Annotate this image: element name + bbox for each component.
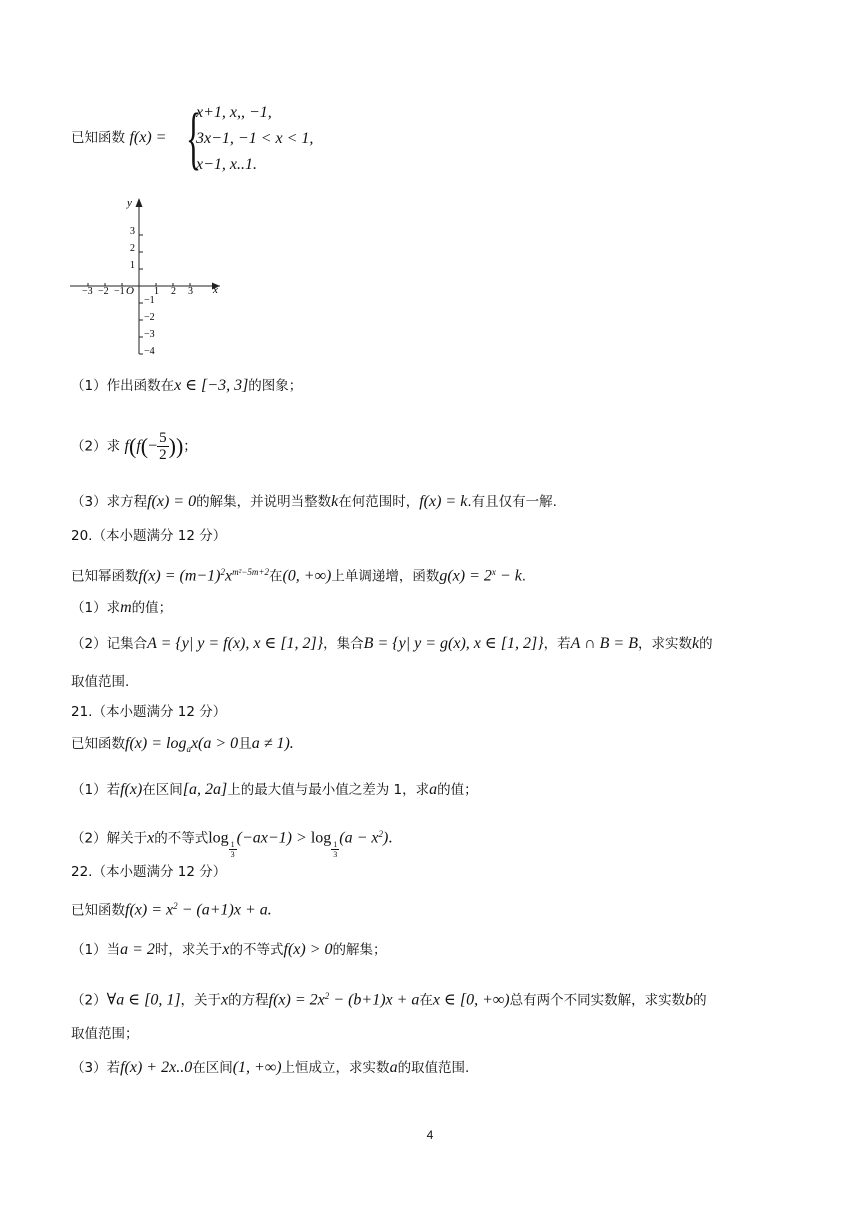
q20-part-1: （1）求m的值； (71, 599, 173, 616)
q22-part-2-cont: 取值范围； (71, 1026, 139, 1042)
x-tick-label: 2 (171, 286, 176, 297)
x-tick-label: −2 (98, 286, 109, 297)
y-tick-label: −2 (144, 312, 155, 323)
y-tick-label: −1 (144, 295, 155, 306)
origin-label: O (126, 285, 134, 297)
q19-intro: 已知函数 f(x) = (71, 129, 167, 146)
y-tick-label: 2 (130, 243, 135, 254)
case-3: x−1, x..1. (196, 156, 257, 173)
fraction: $\frac{5}{2}$ (159, 430, 167, 463)
x-tick-label: 3 (188, 286, 193, 297)
y-tick-label: −3 (144, 329, 155, 340)
x-axis-label: x (213, 284, 218, 296)
q20-statement: 已知幂函数$f(x) = (m-1)^2x^{m^2-5m+2}$在(0, +∞)上单调递增，函数$g(x) = 2^x - k$. (71, 567, 527, 585)
q22-part-1: （1）当a = 2时，求关于x的不等式f(x) > 0的解集； (71, 941, 387, 958)
page-number: 4 (426, 1128, 434, 1142)
q22-part-3: （3）若f(x) + 2x..0在区间(1, +∞)上恒成立，求实数a的取值范围. (71, 1059, 470, 1076)
piecewise-brace: { (186, 100, 202, 177)
q22-header: 22.（本小题满分 12 分） (71, 864, 227, 880)
q22-statement: 已知函数$f(x) = x^2 - (a+1)x + a$. (71, 901, 272, 919)
q21-header: 21.（本小题满分 12 分） (71, 704, 227, 720)
y-tick-label: 1 (130, 260, 135, 271)
q21-part-2: （2）解关于x的不等式log $\frac{1}{3}$ (−ax−1) > log $\frac{1}{3}$ $(a - x^2)$. (71, 829, 393, 859)
q20-header: 20.（本小题满分 12 分） (71, 528, 227, 544)
q19-part-3: （3）求方程f(x) = 0的解集，并说明当整数k在何范围时，f(x) = k.有且仅有一解. (71, 493, 557, 510)
log-base: $\frac{1}{3}$ (333, 839, 338, 859)
x-tick-label: 1 (154, 286, 159, 297)
q20-part-2-cont: 取值范围. (71, 674, 130, 690)
y-axis-label: y (127, 197, 132, 209)
x-tick-label: −3 (82, 286, 93, 297)
q22-part-2: （2）∀a ∈ [0, 1]，关于x的方程$f(x) = 2x^2 - (b+1)x + a$在x ∈ [0, +∞)总有两个不同实数解，求实数b的 (71, 991, 707, 1009)
x-tick-label: −1 (114, 286, 125, 297)
q21-statement: 已知函数$f(x) = \log_ax(a > 0$且a ≠ 1). (71, 735, 294, 754)
coordinate-grid (60, 190, 230, 360)
case-1: x+1, x,, −1, (196, 104, 272, 121)
log-base: $\frac{1}{3}$ (230, 839, 235, 859)
q19-part-1: （1）作出函数在x ∈ [−3, 3]的图象； (71, 377, 303, 394)
y-tick-label: −4 (144, 346, 155, 357)
q19-part-2: （2）求 f(f(− $\frac{5}{2}$ ))； (71, 430, 197, 463)
q21-part-1: （1）若f(x)在区间[a, 2a]上的最大值与最小值之差为 1，求a的值； (71, 781, 478, 798)
q20-part-2: （2）记集合A = {y| y = f(x), x ∈ [1, 2]}，集合B = {y| y = g(x), x ∈ [1, 2]}，若A ∩ B = B，求实数k的 (71, 635, 713, 652)
case-2: 3x−1, −1 < x < 1, (196, 130, 314, 147)
y-tick-label: 3 (130, 226, 135, 237)
